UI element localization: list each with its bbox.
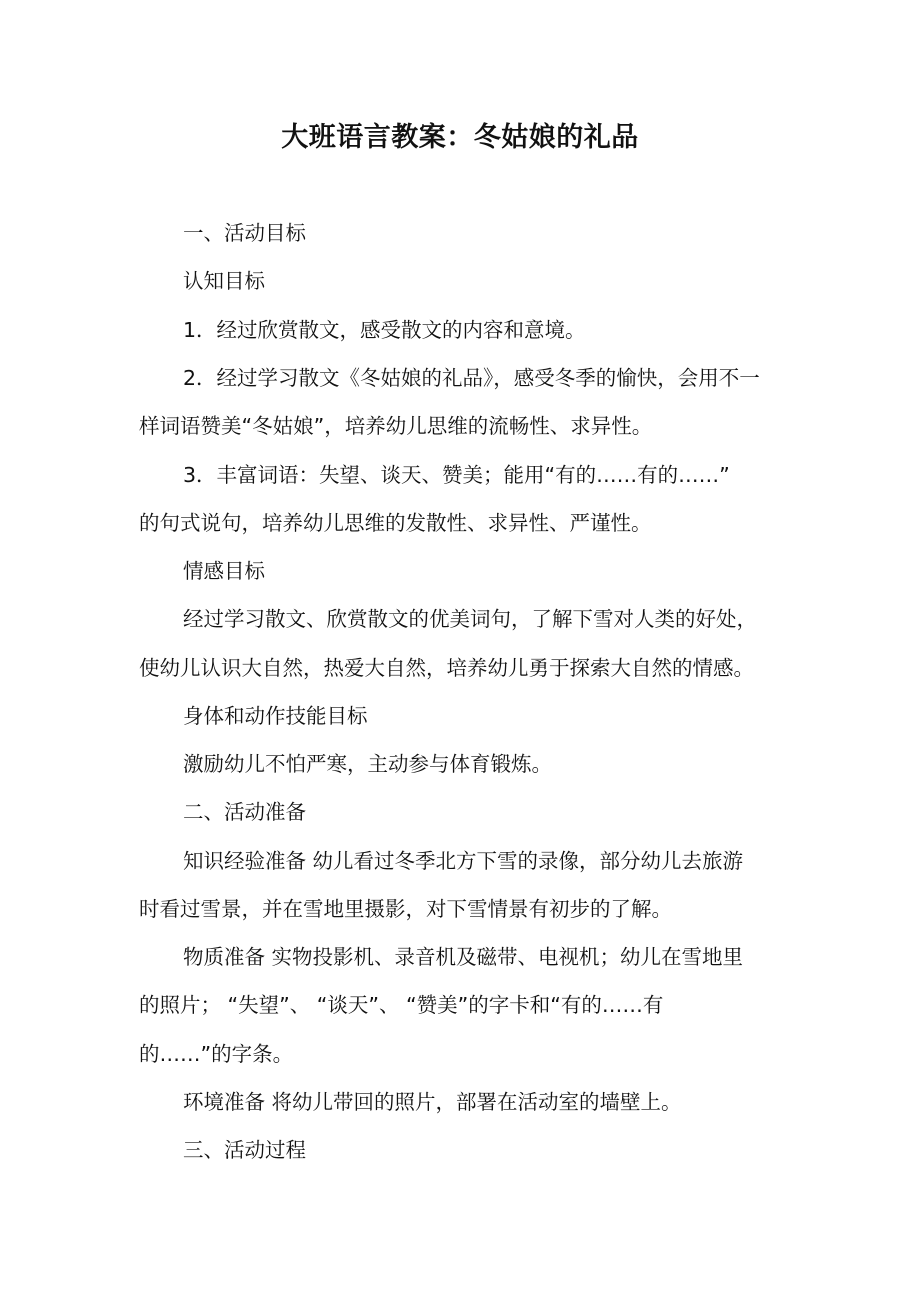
paragraph-line: 激励幼儿不怕严寒，主动参与体育锻炼。	[183, 752, 552, 776]
section-heading-process: 三、活动过程	[183, 1138, 306, 1162]
paragraph-line: 知识经验准备 幼儿看过冬季北方下雪的录像，部分幼儿去旅游	[183, 849, 744, 873]
paragraph-line: 的照片； “失望”、 “谈天”、 “赞美”的字卡和“有的……有	[139, 993, 664, 1017]
paragraph-line: 经过学习散文、欣赏散文的优美词句，了解下雪对人类的好处，	[183, 607, 757, 631]
page-title: 大班语言教案：冬姑娘的礼品	[281, 122, 639, 153]
paragraph-line: 环境准备 将幼儿带回的照片，部署在活动室的墙壁上。	[183, 1090, 682, 1114]
section-heading-preparation: 二、活动准备	[183, 800, 306, 824]
subheading-physical: 身体和动作技能目标	[183, 704, 368, 728]
paragraph-line: 的……”的字条。	[139, 1042, 294, 1066]
paragraph-line: 样词语赞美“冬姑娘”，培养幼儿思维的流畅性、求异性。	[139, 414, 653, 438]
paragraph-line: 物质准备 实物投影机、录音机及磁带、电视机；幼儿在雪地里	[183, 945, 744, 969]
paragraph-line: 2．经过学习散文《冬姑娘的礼品》，感受冬季的愉快，会用不一	[183, 366, 760, 390]
paragraph-line: 1．经过欣赏散文，感受散文的内容和意境。	[183, 318, 586, 342]
paragraph-line: 的句式说句，培养幼儿思维的发散性、求异性、严谨性。	[139, 511, 652, 535]
paragraph-line: 时看过雪景，并在雪地里摄影，对下雪情景有初步的了解。	[139, 897, 672, 921]
paragraph-line: 3．丰富词语：失望、谈天、赞美；能用“有的……有的……”	[183, 463, 730, 487]
subheading-cognitive: 认知目标	[183, 269, 265, 293]
section-heading-goals: 一、活动目标	[183, 221, 306, 245]
paragraph-line: 使幼儿认识大自然，热爱大自然，培养幼儿勇于探索大自然的情感。	[139, 656, 754, 680]
subheading-emotional: 情感目标	[183, 559, 265, 583]
